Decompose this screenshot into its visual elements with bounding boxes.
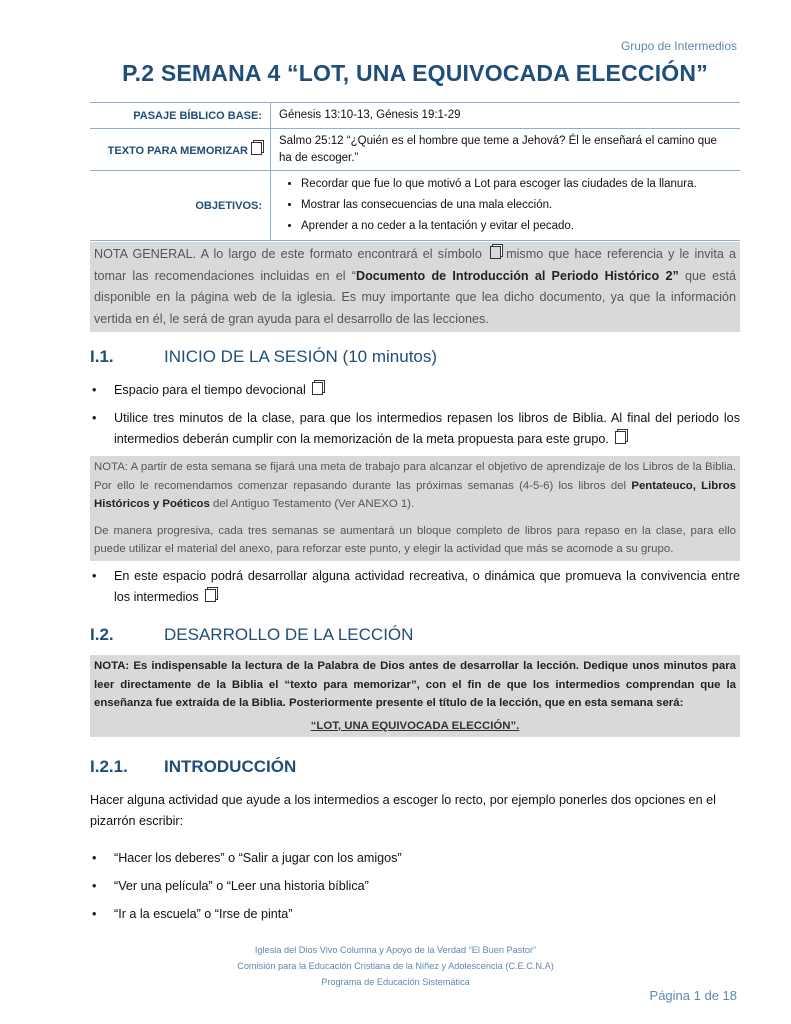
book-reference-icon [312, 382, 323, 395]
texto-label: TEXTO PARA MEMORIZAR [90, 129, 271, 171]
objetivo-item: • Aprender a no ceder a la tentación y evitar el pecado. [301, 216, 732, 237]
group-label: Grupo de Intermedios [620, 39, 737, 53]
section-heading-21: I.2.1. INTRODUCCIÓN [90, 757, 297, 776]
objetivos-list [271, 171, 741, 241]
nota-general: NOTA GENERAL. A lo largo de este formato encontrará el símbolo mismo que hace referencia y le invita a tomar las recomendaciones incluidas en el “Documento de Introducción al Periodo Histórico 2” que está disponible en la página web de la iglesia. Es muy importante que lea dicho documento, ya que la información vertida en él, le será de gran ayuda para el desarrollo de las lecciones. [90, 242, 740, 332]
info-table [90, 102, 740, 241]
texto-value: Salmo 25:12 “¿Quién es el hombre que teme a Jehová? Él le enseñará el camino que ha de escoger.” [271, 129, 741, 171]
list-item: • “Ir a la escuela” o “Irse de pinta” [92, 907, 293, 921]
page-number: Página 1 de 18 [649, 988, 737, 1003]
list-item: • “Hacer los deberes” o “Salir a jugar con los amigos” [92, 851, 402, 865]
section-heading-2: I.2. DESARROLLO DE LA LECCIÓN [90, 625, 414, 644]
nota-desarrollo: NOTA: Es indispensable la lectura de la Palabra de Dios antes de desarrollar la lección. Dedique unos minutos para leer directamente de la Biblia el “texto para memorizar”, con el fin de que los intermedios comprendan que la enseñanza fue extraída de la Biblia. Posteriormente presente el título de la lección, que en esta semana será: “LOT, UNA EQUIVOCADA ELECCIÓN”. [90, 655, 740, 737]
objetivos-label: OBJETIVOS: [90, 171, 271, 241]
section-heading-1: I.1. INICIO DE LA SESIÓN (10 minutos) [90, 347, 438, 366]
list-item: • “Ver una película” o “Leer una historia bíblica” [92, 879, 369, 893]
objetivo-item: • Recordar que fue lo que motivó a Lot para escoger las ciudades de la llanura. [301, 174, 732, 195]
list-item: • En este espacio podrá desarrollar alguna actividad recreativa, o dinámica que promueva la convivencia entre los intermedios [92, 569, 740, 604]
book-reference-icon [490, 246, 501, 259]
pasaje-value: Génesis 13:10-13, Génesis 19:1-29 [271, 103, 741, 129]
book-reference-icon [251, 142, 262, 155]
nota-libros: NOTA: A partir de esta semana se fijará una meta de trabajo para alcanzar el objetivo de aprendizaje de los Libros de la Biblia. Por ello le recomendamos comenzar repasando durante las próximas semanas (4-5-6) los libros del Pentateuco, Libros Históricos y Poéticos del Antiguo Testamento (Ver ANEXO 1). De manera progresiva, cada tres semanas se aumentará un bloque completo de libros para repaso en la clase, para ello puede utilizar el material del anexo, para reforzar este punto, y elegir la actividad que más se acomode a su grupo. [90, 456, 740, 561]
page-title: P.2 SEMANA 4 “LOT, UNA EQUIVOCADA ELECCIÓN” [122, 60, 708, 86]
intro-paragraph: Hacer alguna actividad que ayude a los intermedios a escoger lo recto, por ejemplo ponerles dos opciones en el pizarrón escribir: [90, 793, 716, 828]
objetivo-item: • Mostrar las consecuencias de una mala elección. [301, 195, 732, 216]
book-reference-icon [205, 589, 216, 602]
book-reference-icon [615, 431, 626, 444]
list-item: • Utilice tres minutos de la clase, para que los intermedios repasen los libros de Biblia. Al final del periodo los intermedios deberán cumplir con la memorización de la meta propuesta para este grupo. [92, 411, 740, 446]
page-footer: Iglesia del Dios Vivo Columna y Apoyo de la Verdad “El Buen Pastor” Comisión para la Educación Cristiana de la Niñez y Adolescencia (C.E.C.N.A) Programa de Educación Sistemática [237, 945, 554, 987]
list-item: • Espacio para el tiempo devocional [90, 380, 740, 401]
pasaje-label: PASAJE BÍBLICO BASE: [90, 103, 271, 129]
